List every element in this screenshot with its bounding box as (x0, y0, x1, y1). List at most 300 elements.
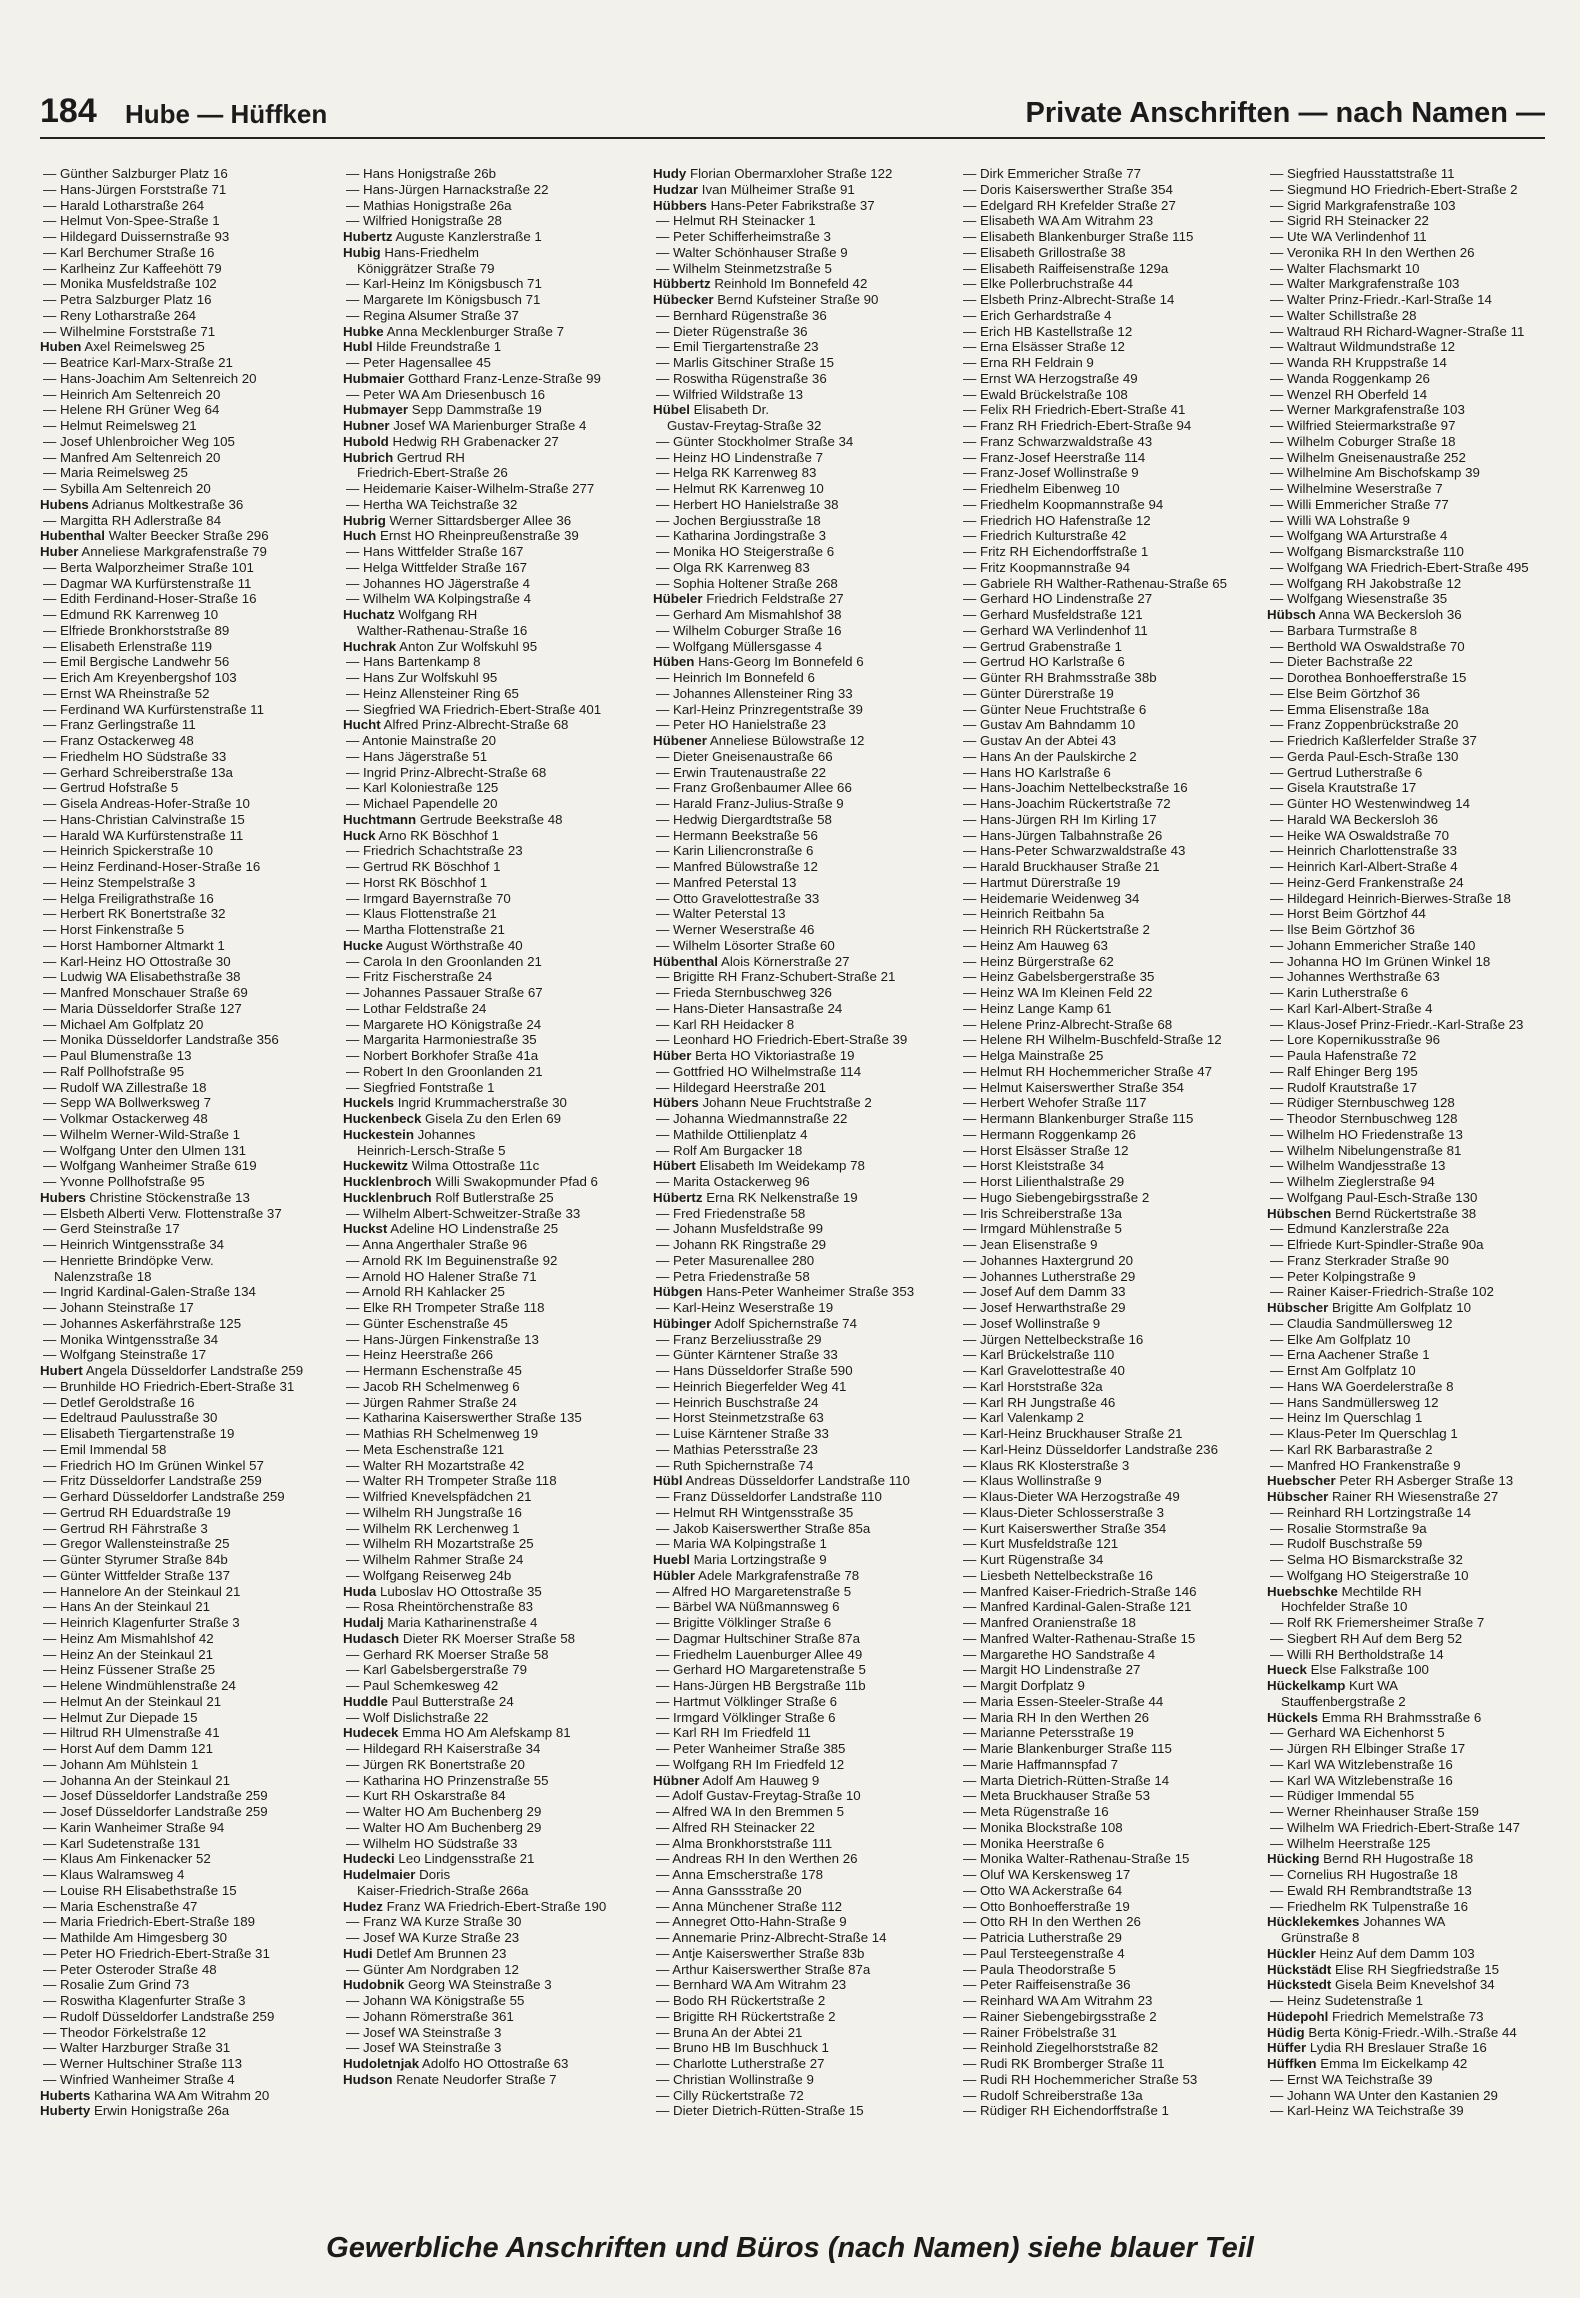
directory-entry: — Antonie Mainstraße 20 (346, 733, 497, 748)
directory-entry: — Herbert RK Bonertstraße 32 (43, 906, 226, 922)
directory-entry: — Klaus-Dieter Schlosserstraße 3 (963, 1504, 1164, 1520)
surname: Hubert (40, 1363, 83, 1378)
directory-entry: — Wilhelm Zieglerstraße 94 (1270, 1174, 1435, 1189)
directory-entry: — Karl WA Witzlebenstraße 16 (1270, 1772, 1453, 1788)
directory-entry: — Anna Angerthaler Straße 96 (346, 1237, 528, 1252)
directory-entry: — Heinrich Klagenfurter Straße 3 (43, 1615, 240, 1630)
directory-entry: — Reinhard RH Lortzingstraße 14 (1270, 1504, 1472, 1520)
directory-entry: — Iris Schreiberstraße 13a (963, 1205, 1122, 1221)
directory-entry: Stauffenbergstraße 2 (1281, 1693, 1406, 1709)
directory-entry: Hübschen Bernd Rückertstraße 38 (1267, 1205, 1477, 1221)
directory-entry: Hüdig Berta König-Friedr.-Wilh.-Straße 44 (1267, 2024, 1517, 2040)
directory-entry: — Werner Hultschiner Straße 113 (43, 2056, 243, 2071)
surname: Hudalj (343, 1615, 384, 1630)
surname: Huch (343, 528, 377, 544)
directory-entry: — Karl-Heinz Im Königsbusch 71 (346, 276, 542, 292)
directory-entry: — Franz Zoppenbrückstraße 20 (1270, 717, 1459, 733)
directory-entry: — Jürgen Nettelbeckstraße 16 (963, 1331, 1144, 1347)
directory-entry: — Elsbeth Alberti Verw. Flottenstraße 37 (43, 1205, 282, 1221)
directory-entry: — Marie Haffmannspfad 7 (963, 1756, 1118, 1772)
directory-entry: — Hans-Joachim Nettelbeckstraße 16 (963, 780, 1188, 796)
directory-entry: — Rolf Am Burgacker 18 (656, 1142, 803, 1158)
surname: Hucht (343, 717, 381, 733)
directory-entry: — Paul Tersteegenstraße 4 (963, 1945, 1125, 1961)
surname: Hubenthal (40, 528, 106, 544)
directory-entry: — Ernst WA Herzogstraße 49 (963, 370, 1138, 386)
page-range: Hube — Hüffken (125, 99, 328, 129)
directory-entry: — Heinrich Spickerstraße 10 (43, 843, 213, 859)
directory-entry: — Heidemarie Kaiser-Wilhelm-Straße 277 (346, 481, 595, 496)
directory-entry: — Gerda Paul-Esch-Straße 130 (1270, 748, 1459, 764)
directory-entry: — Petra Friedenstraße 58 (656, 1268, 810, 1284)
surname: Hübgen (653, 1284, 703, 1300)
directory-entry: Hudzar Ivan Mülheimer Straße 91 (653, 181, 855, 197)
directory-entry: — Elisabeth Erlenstraße 119 (43, 638, 213, 654)
directory-entry: — Fritz Koopmannstraße 94 (963, 559, 1131, 575)
directory-entry: — Helga Mainstraße 25 (963, 1048, 1104, 1063)
directory-entry: — Ingrid Prinz-Albrecht-Straße 68 (346, 764, 547, 780)
directory-entry: — Günter Stockholmer Straße 34 (656, 433, 854, 449)
footer-note: Gewerbliche Anschriften und Büros (nach Namen) siehe blauer Teil (326, 2232, 1254, 2264)
directory-entry: — Mathias RH Schelmenweg 19 (346, 1426, 539, 1441)
directory-entry: — Otto WA Ackerstraße 64 (963, 1882, 1123, 1898)
directory-entry: — Gerhard WA Eichenhorst 5 (1270, 1725, 1445, 1741)
directory-entry: — Wolfgang Reiserweg 24b (346, 1567, 512, 1583)
directory-entry: — Hildegard Heerstraße 201 (656, 1079, 826, 1095)
directory-entry: Huckewitz Wilma Ottostraße 11c (343, 1158, 540, 1174)
directory-entry: — Adolf Gustav-Freytag-Straße 10 (656, 1788, 861, 1804)
directory-entry: — Jacob RH Schelmenweg 6 (346, 1378, 520, 1394)
directory-entry: — Hildegard RH Kaiserstraße 34 (346, 1741, 541, 1756)
directory-entry: — Hans Zur Wolfskuhl 95 (346, 670, 498, 685)
directory-entry: — Veronika RH In den Werthen 26 (1270, 244, 1475, 260)
directory-entry: — Edmund RK Karrenweg 10 (43, 607, 219, 622)
directory-entry: — Karl Gravelottestraße 40 (963, 1363, 1125, 1378)
directory-entry: — Margarete HO Königstraße 24 (346, 1016, 542, 1032)
directory-entry: — Sigrid Markgrafenstraße 103 (1270, 197, 1456, 213)
directory-entry: — Walter Prinz-Friedr.-Karl-Straße 14 (1270, 292, 1492, 307)
directory-entry: — Helene Windmühlenstraße 24 (43, 1678, 236, 1693)
directory-entry: — Peter WA Am Driesenbusch 16 (346, 386, 546, 402)
directory-entry: Huebscher Peter RH Asberger Straße 13 (1267, 1473, 1514, 1489)
directory-entry: — Gerhard Schreiberstraße 13a (43, 764, 233, 780)
directory-entry: — Karin Wanheimer Straße 94 (43, 1819, 225, 1835)
directory-entry: — Günter Dürerstraße 19 (963, 685, 1114, 701)
directory-entry: — Hans-Peter Schwarzwaldstraße 43 (963, 843, 1186, 859)
directory-entry: — Johannes Werthstraße 63 (1270, 969, 1440, 985)
surname: Huckst (343, 1221, 388, 1237)
directory-entry: — Johann RK Ringstraße 29 (656, 1237, 826, 1252)
directory-entry: — Paula Theodorstraße 5 (963, 1961, 1116, 1977)
directory-entry: — Helmut RH Wintgensstraße 35 (656, 1504, 854, 1520)
directory-entry: — Günther Salzburger Platz 16 (43, 166, 228, 181)
surname: Huck (343, 827, 376, 843)
directory-entry: — Josef Düsseldorfer Landstraße 259 (43, 1788, 268, 1804)
directory-entry: Hucht Alfred Prinz-Albrecht-Straße 68 (343, 717, 569, 733)
directory-entry: Hubrig Werner Sittardsberger Allee 36 (343, 512, 572, 528)
directory-entry: — Karl-Heinz Weserstraße 19 (656, 1300, 834, 1315)
surname: Hubertz (343, 229, 393, 244)
directory-entry: — Sophia Holtener Straße 268 (656, 575, 838, 591)
directory-entry: — Hermann Eschenstraße 45 (346, 1363, 522, 1378)
directory-entry: — Claudia Sandmüllersweg 12 (1270, 1315, 1453, 1331)
surname: Hudy (653, 166, 687, 181)
directory-entry: — Detlef Geroldstraße 16 (43, 1394, 195, 1410)
directory-entry: — Karl Brückelstraße 110 (963, 1347, 1115, 1363)
directory-entry: — Herbert HO Hanielstraße 38 (656, 496, 839, 512)
surname: Hübel (653, 402, 690, 418)
directory-entry: — Elke Am Golfplatz 10 (1270, 1331, 1411, 1347)
directory-entry: — Heinz Füssener Straße 25 (43, 1662, 216, 1678)
directory-entry: — Wolfgang WA Friedrich-Ebert-Straße 495 (1270, 559, 1529, 575)
directory-entry: — Gerhard Düsseldorfer Landstraße 259 (43, 1489, 285, 1504)
directory-entry: — Ilse Beim Görtzhof 36 (1270, 922, 1415, 937)
directory-entry: — Hans-Jürgen HB Bergstraße 11b (656, 1678, 866, 1693)
directory-entry: — Siegfried Hausstattstraße 11 (1270, 166, 1455, 181)
directory-entry: — Heinz Heerstraße 266 (346, 1347, 494, 1363)
directory-entry: — Josef Düsseldorfer Landstraße 259 (43, 1804, 268, 1819)
directory-entry: — Hildegard Duissernstraße 93 (43, 229, 230, 244)
surname: Hubig (343, 244, 381, 260)
directory-entry: — Karl Berchumer Straße 16 (43, 244, 215, 260)
surname: Hückstädt (1267, 1961, 1332, 1977)
directory-entry: — Irmgard Völklinger Straße 6 (656, 1709, 836, 1725)
directory-entry: — Heinrich Im Bonnefeld 6 (656, 670, 815, 685)
directory-entry: Hubmayer Sepp Dammstraße 19 (343, 402, 542, 418)
directory-entry: — Martha Flottenstraße 21 (346, 922, 505, 937)
surname: Hüffken (1267, 2056, 1317, 2071)
directory-entry: — Friedhelm Lauenburger Allee 49 (656, 1646, 863, 1662)
directory-entry: Hübbertz Reinhold Im Bonnefeld 42 (653, 276, 868, 292)
directory-entry: — Charlotte Lutherstraße 27 (656, 2056, 825, 2071)
directory-entry: — Cilly Rückertstraße 72 (656, 2087, 804, 2103)
directory-entry: — Bärbel WA Nüßmannsweg 6 (656, 1599, 840, 1615)
directory-entry: — Bernhard Rügenstraße 36 (656, 307, 827, 323)
directory-entry: Hübsch Anna WA Beckersloh 36 (1267, 607, 1462, 622)
directory-entry: — Hermann Beekstraße 56 (656, 827, 818, 843)
directory-entry: Huda Luboslav HO Ottostraße 35 (343, 1583, 542, 1599)
directory-entry: — Olga RK Karrenweg 83 (656, 559, 810, 575)
directory-entry: — Hans-Christian Calvinstraße 15 (43, 811, 245, 827)
directory-entry: — Margitta RH Adlerstraße 84 (43, 512, 222, 528)
surname: Hucklenbroch (343, 1174, 432, 1189)
directory-entry: — Gisela Andreas-Hofer-Straße 10 (43, 796, 250, 811)
directory-entry: — Rudolf Düsseldorfer Landstraße 259 (43, 2008, 275, 2024)
directory-entry: — Heinz An der Steinkaul 21 (43, 1646, 214, 1662)
directory-entry: — Horst Elsässer Straße 12 (963, 1142, 1129, 1158)
directory-entry: — Friedrich Kulturstraße 42 (963, 528, 1127, 544)
directory-entry: — Klaus-Peter Im Querschlag 1 (1270, 1426, 1458, 1441)
directory-columns (40, 166, 1550, 2166)
directory-entry: — Rudi RH Hochemmericher Straße 53 (963, 2071, 1198, 2087)
directory-entry: — Günter Eschenstraße 45 (346, 1315, 508, 1331)
directory-entry: Nalenzstraße 18 (54, 1268, 152, 1284)
surname: Hübler (653, 1567, 696, 1583)
surname: Hubmaier (343, 370, 405, 386)
directory-entry: — Ewald RH Rembrandtstraße 13 (1270, 1882, 1472, 1898)
directory-entry: — Johanna An der Steinkaul 21 (43, 1772, 231, 1788)
directory-entry: — Walter Markgrafenstraße 103 (1270, 276, 1460, 292)
directory-entry: Hudelmaier Doris (343, 1867, 451, 1882)
directory-entry: — Rüdiger Sternbuschweg 128 (1270, 1095, 1455, 1111)
directory-entry: — Manfred Oranienstraße 18 (963, 1615, 1136, 1630)
directory-entry: — Rudolf Schreiberstraße 13a (963, 2087, 1143, 2103)
directory-entry: — Edelgard RH Krefelder Straße 27 (963, 197, 1176, 213)
directory-entry: Hückstädt Elise RH Siegfriedstraße 15 (1267, 1961, 1500, 1977)
directory-entry: — Willi Emmericher Straße 77 (1270, 496, 1449, 512)
directory-entry: — Walter HO Am Buchenberg 29 (346, 1804, 542, 1819)
directory-entry: — Johannes Haxtergrund 20 (963, 1252, 1134, 1268)
directory-entry: — Erich HB Kastellstraße 12 (963, 323, 1133, 339)
surname: Huda (343, 1583, 377, 1599)
directory-entry: — Wilhelm WA Friedrich-Ebert-Straße 147 (1270, 1819, 1520, 1835)
directory-entry: — Günter Neue Fruchtstraße 6 (963, 701, 1147, 717)
surname: Hubke (343, 323, 384, 339)
directory-entry: — Wilhelm Nibelungenstraße 81 (1270, 1142, 1462, 1158)
directory-entry: Huchrak Anton Zur Wolfskuhl 95 (343, 638, 538, 654)
directory-entry: — Karl RH Heidacker 8 (656, 1016, 795, 1032)
directory-entry: — Paul Schemkesweg 42 (346, 1678, 499, 1693)
directory-entry: — Peter Hagensallee 45 (346, 355, 491, 370)
directory-entry: Hubert Angela Düsseldorfer Landstraße 259 (40, 1363, 304, 1378)
directory-entry: — Erwin Trautenaustraße 22 (656, 764, 826, 780)
directory-entry: — Heinz Allensteiner Ring 65 (346, 685, 519, 701)
directory-entry: Huckenbeck Gisela Zu den Erlen 69 (343, 1111, 562, 1126)
directory-entry: — Sigrid RH Steinacker 22 (1270, 213, 1429, 229)
directory-entry: — Gerhard WA Verlindenhof 11 (963, 622, 1148, 638)
directory-entry: — Walter RH Trompeter Straße 118 (346, 1473, 557, 1489)
directory-entry: — Reinhard WA Am Witrahm 23 (963, 1993, 1153, 2008)
directory-entry: — Peter Raiffeisenstraße 36 (963, 1977, 1131, 1993)
directory-entry: — Hans-Jürgen Harnackstraße 22 (346, 181, 549, 197)
surname: Hückstedt (1267, 1977, 1332, 1993)
directory-entry: — Werner Rheinhauser Straße 159 (1270, 1804, 1479, 1819)
directory-entry: Hücklekemkes Johannes WA (1267, 1914, 1446, 1930)
directory-entry: — Johann Römerstraße 361 (346, 2008, 514, 2024)
directory-entry: — Jürgen Rahmer Straße 24 (346, 1394, 517, 1410)
directory-entry: — Hans-Jürgen Forststraße 71 (43, 181, 227, 197)
directory-entry: — Gerhard HO Margaretenstraße 5 (656, 1662, 866, 1678)
surname: Hubner (343, 418, 390, 433)
directory-entry: — Helene RH Wilhelm-Buschfeld-Straße 12 (963, 1032, 1222, 1048)
directory-entry: — Johannes Lutherstraße 29 (963, 1268, 1136, 1284)
directory-entry: Hübscher Rainer RH Wiesenstraße 27 (1267, 1489, 1499, 1504)
directory-entry: — Heinrich Biegerfelder Weg 41 (656, 1378, 847, 1394)
directory-entry: — Manfred Monschauer Straße 69 (43, 985, 248, 1000)
directory-entry: — Meta Eschenstraße 121 (346, 1441, 505, 1457)
directory-entry: — Heinz Bürgerstraße 62 (963, 953, 1114, 969)
directory-entry: — Peter Osteroder Straße 48 (43, 1961, 217, 1977)
surname: Hückels (1267, 1709, 1318, 1725)
directory-entry: — Wilhelm Wandjesstraße 13 (1270, 1158, 1446, 1174)
directory-entry: — Oluf WA Kerskensweg 17 (963, 1867, 1131, 1882)
surname: Huchatz (343, 607, 395, 622)
directory-entry: — Ute WA Verlindenhof 11 (1270, 229, 1427, 244)
directory-entry: Hubens Adrianus Moltkestraße 36 (40, 496, 244, 512)
directory-entry: — Klaus Flottenstraße 21 (346, 906, 497, 922)
directory-entry: — Meta Bruckhauser Straße 53 (963, 1788, 1150, 1804)
page-header (40, 92, 1545, 139)
directory-entry: — Heinrich Reitbahn 5a (963, 906, 1105, 922)
directory-entry: — Wolfgang WA Arturstraße 4 (1270, 528, 1448, 544)
directory-entry: — Katharina Jordingstraße 3 (656, 528, 826, 544)
surname: Huben (40, 339, 82, 355)
directory-entry: — Meta Rügenstraße 16 (963, 1804, 1109, 1819)
directory-entry: Grünstraße 8 (1281, 1930, 1360, 1945)
directory-entry: — Erich Gerhardstraße 4 (963, 307, 1112, 323)
surname: Hudson (343, 2071, 393, 2087)
directory-entry: — Gisela Krautstraße 17 (1270, 780, 1417, 796)
directory-entry: — Wilfried Steiermarkstraße 97 (1270, 418, 1456, 433)
directory-entry: — Berta Walporzheimer Straße 101 (43, 559, 254, 575)
directory-entry: — Helmut RH Steinacker 1 (656, 213, 816, 229)
directory-entry: — Wolfgang Unter den Ulmen 131 (43, 1142, 247, 1158)
directory-entry: — Kurt Musfeldstraße 121 (963, 1536, 1119, 1552)
directory-entry: — Ludwig WA Elisabethstraße 38 (43, 969, 241, 985)
directory-entry: Hochfelder Straße 10 (1281, 1599, 1408, 1615)
surname: Hübner (653, 1772, 700, 1788)
directory-entry: — Heinz Ferdinand-Hoser-Straße 16 (43, 859, 261, 874)
directory-entry: — Antje Kaiserswerther Straße 83b (656, 1945, 865, 1961)
directory-entry: Huch Ernst HO Rheinpreußenstraße 39 (343, 528, 579, 544)
directory-entry: — Otto RH In den Werthen 26 (963, 1914, 1141, 1930)
directory-entry: — Arthur Kaiserswerther Straße 87a (656, 1961, 871, 1977)
directory-entry: — Günter Styrumer Straße 84b (43, 1552, 228, 1567)
directory-entry: — Ralf Ehinger Berg 195 (1270, 1063, 1418, 1079)
directory-entry: — Heinrich Am Seltenreich 20 (43, 386, 221, 402)
surname: Hübertz (653, 1189, 703, 1205)
directory-entry: — Beatrice Karl-Marx-Straße 21 (43, 355, 233, 370)
directory-entry: — Maria Düsseldorfer Straße 127 (43, 1000, 242, 1016)
directory-entry: — Johannes Allensteiner Ring 33 (656, 685, 853, 701)
directory-entry: — Dirk Emmericher Straße 77 (963, 166, 1142, 181)
directory-entry: — Gerd Steinstraße 17 (43, 1221, 180, 1237)
directory-entry: — Franz Sterkrader Straße 90 (1270, 1252, 1449, 1268)
directory-entry: — Winfried Wanheimer Straße 4 (43, 2071, 235, 2087)
directory-entry: — Liesbeth Nettelbeckstraße 16 (963, 1567, 1153, 1583)
directory-entry: — Manfred Kaiser-Friedrich-Straße 146 (963, 1583, 1197, 1599)
directory-entry: — Wilfried Wildstraße 13 (656, 386, 804, 402)
directory-entry: Hübbers Hans-Peter Fabrikstraße 37 (653, 197, 875, 213)
directory-entry: — Rudolf Krautstraße 17 (1270, 1079, 1418, 1095)
directory-entry: — Horst Beim Görtzhof 44 (1270, 906, 1426, 922)
directory-entry: — Franz Gerlingstraße 11 (43, 717, 196, 733)
surname: Huddle (343, 1693, 389, 1709)
directory-entry: — Karl-Heinz HO Ottostraße 30 (43, 953, 231, 969)
directory-entry: — Wilhelm HO Südstraße 33 (346, 1835, 518, 1851)
directory-entry: — Fred Friedenstraße 58 (656, 1205, 806, 1221)
directory-entry: — Johann Steinstraße 17 (43, 1300, 194, 1315)
directory-entry: — Mathilde Am Himgesberg 30 (43, 1930, 228, 1945)
directory-entry: — Marlis Gitschiner Straße 15 (656, 355, 835, 370)
surname: Hüdig (1267, 2024, 1305, 2040)
directory-entry: — Wilhelm Albert-Schweitzer-Straße 33 (346, 1205, 581, 1221)
directory-entry: Hüben Hans-Georg Im Bonnefeld 6 (653, 654, 864, 670)
column-2 (343, 166, 643, 2088)
directory-entry: — Yvonne Pollhofstraße 95 (43, 1174, 205, 1189)
directory-entry: — Wilhelmine Am Bischofskamp 39 (1270, 465, 1480, 481)
directory-entry: — Karl-Heinz Prinzregentstraße 39 (656, 701, 863, 717)
surname: Huebscher (1267, 1473, 1336, 1489)
directory-entry: Hübertz Erna RK Nelkenstraße 19 (653, 1189, 858, 1205)
surname: Hübsch (1267, 607, 1316, 622)
directory-entry: — Patricia Lutherstraße 29 (963, 1930, 1122, 1945)
directory-entry: — Manfred Kardinal-Galen-Straße 121 (963, 1599, 1192, 1615)
directory-entry: — Hans Sandmüllersweg 12 (1270, 1394, 1439, 1410)
directory-entry: — Siegfried Fontstraße 1 (346, 1079, 495, 1095)
directory-entry: — Andreas RH In den Werthen 26 (656, 1851, 858, 1867)
directory-entry: — Jochen Bergiusstraße 18 (656, 512, 821, 528)
directory-entry: — Erna RH Feldrain 9 (963, 355, 1094, 370)
directory-entry: Hucke August Wörthstraße 40 (343, 937, 523, 953)
directory-entry: — Rosalie Stormstraße 9a (1270, 1520, 1427, 1536)
directory-entry: — Emil Bergische Landwehr 56 (43, 654, 230, 670)
directory-entry: — Klaus Am Finkenacker 52 (43, 1851, 211, 1867)
surname: Huchtmann (343, 811, 417, 827)
directory-entry: — Waltraud RH Richard-Wagner-Straße 11 (1270, 323, 1525, 339)
directory-entry: — Willi RH Bertholdstraße 14 (1270, 1646, 1444, 1662)
column-4 (960, 166, 1260, 2119)
directory-entry: — Doris Kaiserswerther Straße 354 (963, 181, 1173, 197)
surname: Huberty (40, 2103, 91, 2119)
surname: Hüffer (1267, 2040, 1307, 2056)
directory-entry: — Brigitte RH Franz-Schubert-Straße 21 (656, 969, 896, 985)
directory-entry: — Emil Tiergartenstraße 23 (656, 339, 819, 355)
surname: Hubers (40, 1189, 86, 1205)
surname: Hucke (343, 937, 383, 953)
directory-entry: — Gerhard RK Moerser Straße 58 (346, 1646, 549, 1662)
directory-entry: — Karl Valenkamp 2 (963, 1410, 1084, 1426)
directory-entry: Hudy Florian Obermarxloher Straße 122 (653, 166, 893, 181)
directory-entry: Hüdepohl Friedrich Memelstraße 73 (1267, 2008, 1484, 2024)
surname: Hueck (1267, 1662, 1307, 1678)
directory-entry: — Horst Hamborner Altmarkt 1 (43, 937, 225, 953)
directory-entry: — Werner Markgrafenstraße 103 (1270, 402, 1465, 418)
surname: Huebschke (1267, 1583, 1338, 1599)
directory-entry: — Wolfgang HO Steigerstraße 10 (1270, 1567, 1469, 1583)
directory-entry: — Monika Walter-Rathenau-Straße 15 (963, 1851, 1190, 1867)
directory-entry: — Johanna HO Im Grünen Winkel 18 (1270, 953, 1491, 969)
directory-entry: Hudez Franz WA Friedrich-Ebert-Straße 190 (343, 1898, 607, 1914)
directory-entry: — Robert In den Groonlanden 21 (346, 1063, 543, 1079)
directory-entry: Huck Arno RK Böschhof 1 (343, 827, 499, 843)
directory-entry: — Selma HO Bismarckstraße 32 (1270, 1552, 1463, 1567)
surname: Hübers (653, 1095, 699, 1111)
directory-entry: Hubl Hilde Freundstraße 1 (343, 339, 502, 355)
directory-entry: Hübel Elisabeth Dr. (653, 402, 770, 418)
directory-entry: — Hans WA Goerdelerstraße 8 (1270, 1378, 1454, 1394)
directory-entry: — Wilhelm RH Mozartstraße 25 (346, 1536, 534, 1552)
directory-entry: — Frieda Sternbuschweg 326 (656, 985, 832, 1000)
directory-entry: — Gerhard HO Lindenstraße 27 (963, 591, 1153, 607)
directory-entry: — Jürgen RH Elbinger Straße 17 (1270, 1741, 1466, 1756)
directory-entry: Friedrich-Ebert-Straße 26 (357, 465, 508, 481)
directory-entry: Huberts Katharina WA Am Witrahm 20 (40, 2087, 270, 2103)
directory-entry: — Petra Salzburger Platz 16 (43, 292, 212, 307)
directory-entry: — Fritz Fischerstraße 24 (346, 969, 493, 985)
directory-entry: — Franz Ostackerweg 48 (43, 733, 194, 748)
surname: Hübener (653, 733, 707, 748)
directory-entry: — Günter Kärntener Straße 33 (656, 1347, 838, 1363)
directory-entry: — Johann WA Königstraße 55 (346, 1993, 525, 2008)
directory-entry: — Heinrich Buschstraße 24 (656, 1394, 819, 1410)
directory-entry: — Heinrich Charlottenstraße 33 (1270, 843, 1457, 859)
directory-entry: — Marianne Petersstraße 19 (963, 1725, 1134, 1741)
directory-entry: Hücking Bernd RH Hugostraße 18 (1267, 1851, 1474, 1867)
directory-entry: — Franz Großenbaumer Allee 66 (656, 780, 852, 796)
directory-entry: — Heinz WA Im Kleinen Feld 22 (963, 985, 1153, 1000)
directory-entry: Hudalj Maria Katharinenstraße 4 (343, 1615, 538, 1630)
